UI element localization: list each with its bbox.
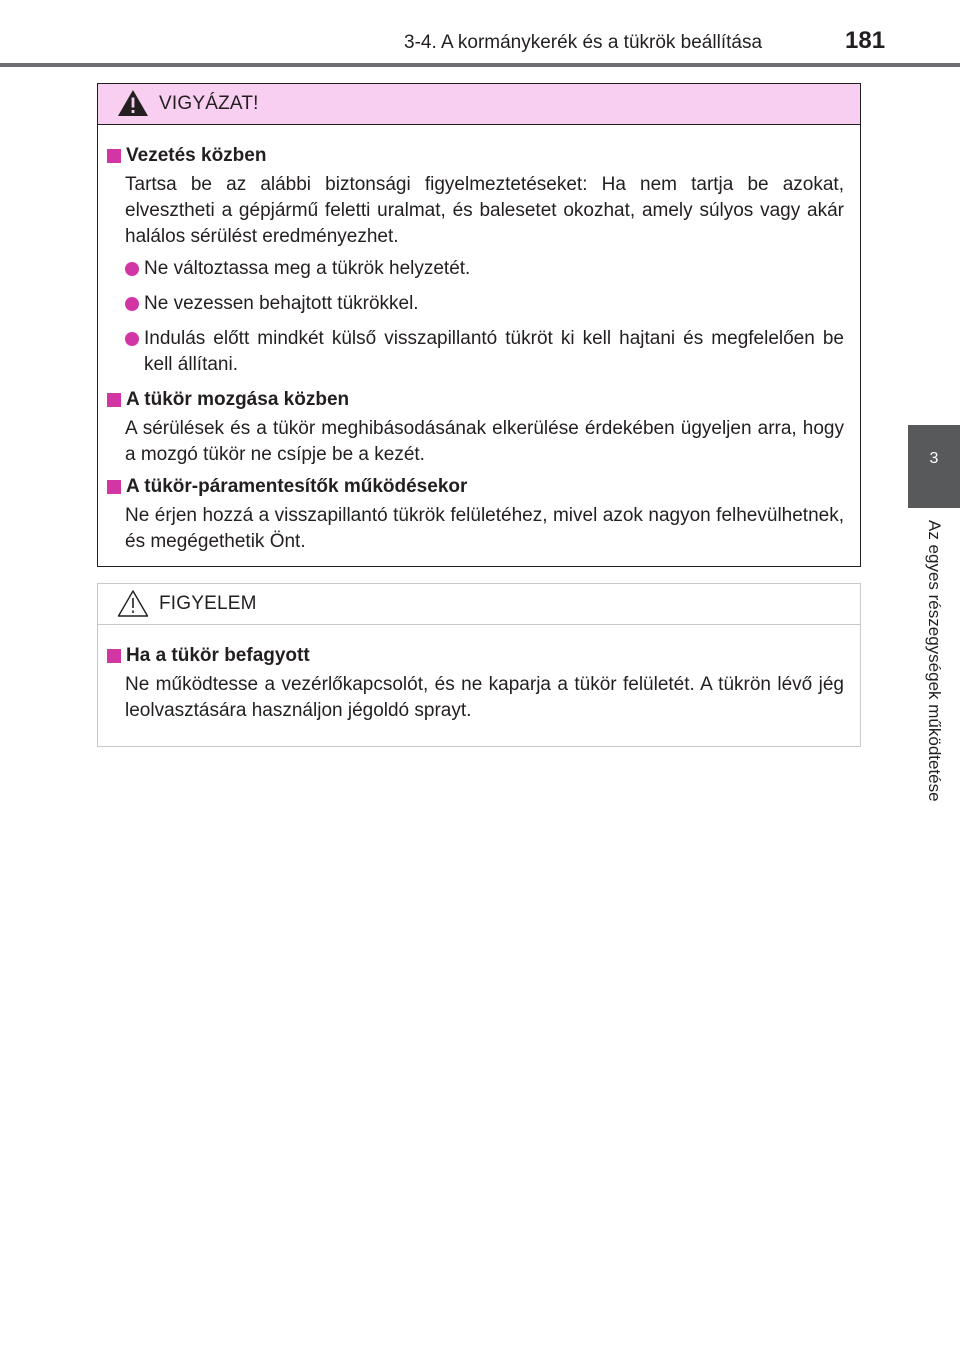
- caution-box: [97, 83, 861, 567]
- square-bullet-icon: [107, 149, 121, 163]
- list-item: [104, 291, 844, 317]
- section-title: [104, 143, 844, 169]
- notice-header: [98, 584, 860, 625]
- section-title: [104, 474, 844, 500]
- section-paragraph: Ne működtesse a vezérlőkapcsolót, és ne kaparja a tükör felületét. A tükrön lévő jég leolvasztására használjon jégoldó sprayt.: [125, 674, 844, 721]
- round-bullet-icon: [125, 297, 139, 311]
- caution-header: [98, 84, 860, 125]
- section-title-text: Vezetés közben: [126, 145, 267, 166]
- warning-triangle-filled-icon: [117, 89, 149, 117]
- list-item-text: Ne változtassa meg a tükrök helyzetét.: [144, 258, 471, 279]
- running-header-title: 3-4. A kormánykerék és a tükrök beállítása: [404, 32, 763, 53]
- notice-label: FIGYELEM: [159, 593, 257, 614]
- section-title-text: A tükör-páramentesítők működésekor: [126, 476, 468, 497]
- round-bullet-icon: [125, 332, 139, 346]
- section-title-text: Ha a tükör befagyott: [126, 645, 310, 666]
- square-bullet-icon: [107, 649, 121, 663]
- notice-body: [98, 625, 860, 724]
- page-number: 181: [845, 27, 886, 54]
- header-rule: [0, 63, 960, 67]
- section-paragraph: Tartsa be az alábbi biztonsági figyelmeztetéseket: Ha nem tartja be azokat, elvesztheti a gépjármű feletti uralmat, és balesetet okozhat, amely súlyos vagy akár halálos sérülést eredményezhet.: [125, 174, 844, 247]
- warning-triangle-outline-icon: [117, 589, 149, 617]
- caution-label: VIGYÁZAT!: [159, 93, 259, 114]
- chapter-title-vertical: Az egyes részegységek működtetése: [925, 520, 944, 802]
- chapter-number: 3: [929, 450, 939, 467]
- list-item-text: Ne vezessen behajtott tükrökkel.: [144, 293, 419, 314]
- round-bullet-icon: [125, 262, 139, 276]
- list-item: [104, 326, 844, 378]
- square-bullet-icon: [107, 480, 121, 494]
- chapter-tab: [908, 425, 960, 508]
- section-paragraph: Ne érjen hozzá a visszapillantó tükrök felületéhez, mivel azok nagyon felhevülhetnek, és megégethetik Önt.: [125, 505, 844, 552]
- notice-box: [97, 583, 861, 747]
- list-item: [104, 256, 844, 282]
- square-bullet-icon: [107, 393, 121, 407]
- section-title-text: A tükör mozgása közben: [126, 389, 350, 410]
- section-paragraph: A sérülések és a tükör meghibásodásának elkerülése érdekében ügyeljen arra, hogy a mozgó tükör ne csípje be a kezét.: [125, 418, 844, 465]
- caution-body: [98, 125, 860, 555]
- section-title: [104, 387, 844, 413]
- section-title: [104, 643, 844, 669]
- list-item-text: Indulás előtt mindkét külső visszapillantó tükröt ki kell hajtani és megfelelően be kell állítani.: [144, 328, 844, 375]
